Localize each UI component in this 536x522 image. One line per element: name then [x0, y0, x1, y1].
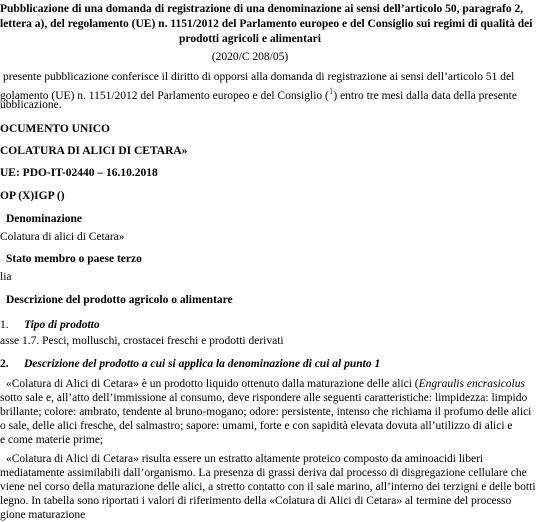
section-3-1-number: 1.	[0, 319, 9, 331]
publication-reference: (2020/C 208/05)	[211, 51, 289, 63]
paragraph-2-line-3: viene nel corso della maturazione delle alici, a stretto contatto con il sale marino, all’interno dei terzigni e delle botti	[0, 481, 536, 493]
intro-line-1: presente pubblicazione conferisce il diritto di opporsi alla domanda di registrazione ai sensi dell’articolo 51 del	[3, 71, 515, 83]
paragraph-2-line-2: mediatamente assimilabili dall’organismo. La presenza di grassi deriva dal processo di disgregazione cellulare che	[0, 467, 527, 479]
section-1-text: Colatura di alici di Cetara»	[0, 231, 125, 243]
section-1-heading: Denominazione	[6, 213, 83, 225]
paragraph-2-line-4: legno. In tabella sono riportati i valori di riferimento della «Colatura di Alici di Cetara» al termine del processo	[0, 495, 512, 507]
title-line-3: prodotti agricoli e alimentari	[179, 33, 321, 45]
section-2-text: lia	[0, 271, 12, 283]
footnote-link[interactable]: 1	[328, 86, 334, 96]
section-3-1-heading: Tipo di prodotto	[24, 319, 100, 331]
paragraph-2-line-1: «Colatura di Alici di Cetara» risulta essere un estratto altamente proteico composto da aminoacidi liberi	[6, 453, 484, 465]
paragraph-1-line-3: brillante; colore: ambrato, tendente al bruno-mogano; odore: persistente, intenso che richiama il profumo delle alici	[0, 406, 532, 418]
product-name-heading: COLATURA DI ALICI DI CETARA»	[0, 145, 188, 157]
paragraph-1-line-4: o sale, delle alici fresche, del salmastro; sapore: umami, forte e con sapidità elevata dovuta all’utilizzo di alici e	[0, 420, 513, 432]
section-3-1-text: asse 1.7. Pesci, molluschi, crostacei freschi e prodotti derivati	[0, 335, 284, 347]
section-3-2-heading: Descrizione del prodotto a cui si applica la denominazione di cui al punto 1	[24, 358, 381, 370]
section-3-2-number: 2.	[0, 358, 9, 370]
ue-number: UE: PDO-IT-02440 – 16.10.2018	[0, 167, 158, 179]
title-line-2: lettera a), del regolamento (UE) n. 1151/2012 del Parlamento europeo e del Consiglio sui regimi di qualità dei	[0, 18, 533, 30]
section-3-heading: Descrizione del prodotto agricolo o alimentare	[6, 294, 233, 306]
paragraph-1-line-1: «Colatura di Alici di Cetara» è un prodotto liquido ottenuto dalla maturazione delle alici (Engraulis encrasicolus	[6, 378, 525, 390]
dop-igp-marker: OP (X)IGP ()	[0, 190, 65, 202]
intro-line-3: ubblicazione.	[0, 99, 62, 111]
paragraph-1-line-5: e come materie prime;	[0, 434, 104, 446]
intro-line-2: golamento (UE) n. 1151/2012 del Parlamento europeo e del Consiglio ($^1$) entro tre mesi dalla data della presente	[0, 86, 517, 102]
section-2-heading: Stato membro o paese terzo	[6, 253, 142, 265]
paragraph-2-line-5: gione maturazione	[0, 509, 86, 521]
paragraph-1-line-2: sotto sale e, all’atto dell’immissione al consumo, deve rispondere alle seguenti caratteristiche: limpidezza: limpido	[0, 392, 528, 404]
single-document-label: OCUMENTO UNICO	[0, 123, 111, 135]
title-line-1: Pubblicazione di una domanda di registrazione di una denominazione ai sensi dell’articolo 50, paragrafo 2,	[0, 3, 524, 15]
